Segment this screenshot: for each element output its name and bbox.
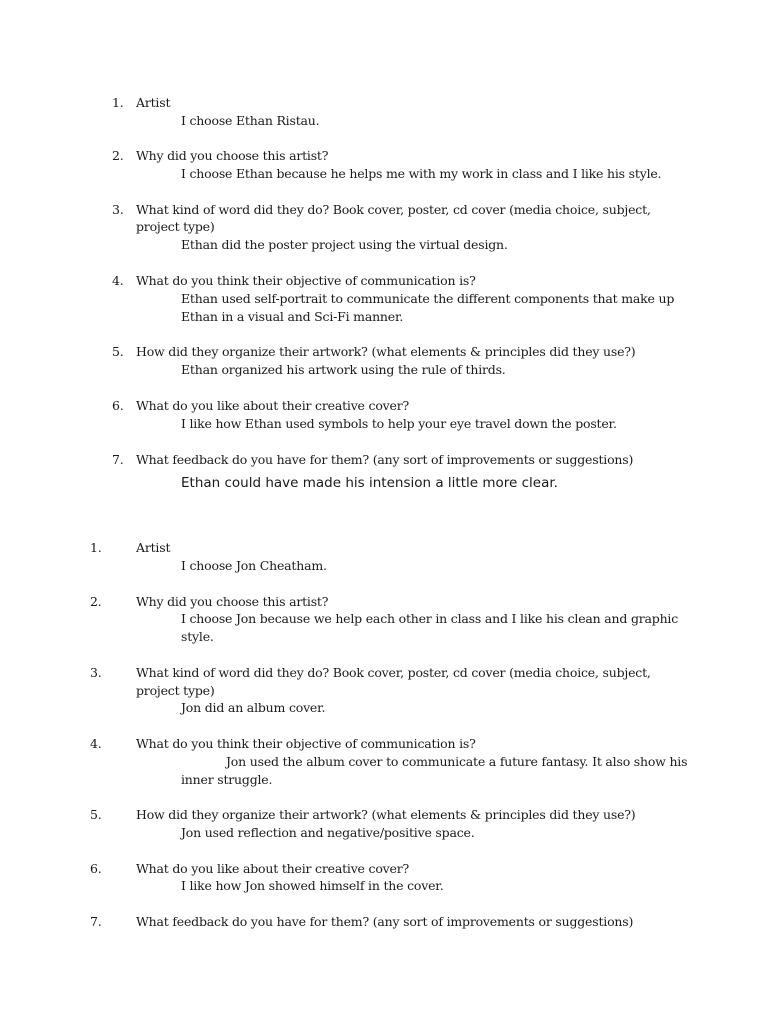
question-text: What do you think their objective of communication is? <box>136 736 476 751</box>
item-number: 4. <box>112 273 124 288</box>
answer-text: Jon used the album cover to communicate a future fantasy. It also show his <box>226 754 688 769</box>
answer-text-cont: style. <box>181 629 214 644</box>
answer-text: I choose Jon Cheatham. <box>181 558 327 573</box>
question-text-cont: project type) <box>136 683 215 698</box>
item-number: 3. <box>90 665 102 680</box>
answer-text-cont: inner struggle. <box>181 772 273 787</box>
question-text: How did they organize their artwork? (what elements & principles did they use?) <box>136 807 636 822</box>
answer-text-cont: Ethan in a visual and Sci-Fi manner. <box>181 309 404 324</box>
question-text: What do you like about their creative cover? <box>136 398 409 413</box>
answer-text: Jon did an album cover. <box>181 700 326 715</box>
answer-text: I like how Jon showed himself in the cover. <box>181 878 444 893</box>
question-text: What feedback do you have for them? (any sort of improvements or suggestions) <box>136 452 634 467</box>
question-text: What do you think their objective of communication is? <box>136 273 476 288</box>
answer-text: Ethan organized his artwork using the rule of thirds. <box>181 362 506 377</box>
item-number: 6. <box>112 398 124 413</box>
question-text: What do you like about their creative cover? <box>136 861 409 876</box>
question-text: Why did you choose this artist? <box>136 148 329 163</box>
item-number: 4. <box>90 736 102 751</box>
answer-text: Ethan could have made his intension a little more clear. <box>181 475 558 491</box>
item-number: 3. <box>112 202 124 217</box>
answer-text: I choose Ethan because he helps me with my work in class and I like his style. <box>181 166 662 181</box>
item-number: 7. <box>90 914 102 929</box>
answer-text: I like how Ethan used symbols to help your eye travel down the poster. <box>181 416 617 431</box>
item-number: 2. <box>90 594 102 609</box>
question-text-cont: project type) <box>136 219 215 234</box>
answer-text: Ethan did the poster project using the virtual design. <box>181 237 508 252</box>
item-number: 5. <box>112 344 124 359</box>
question-text: Artist <box>136 540 171 555</box>
item-number: 5. <box>90 807 102 822</box>
question-text: What feedback do you have for them? (any sort of improvements or suggestions) <box>136 914 634 929</box>
item-number: 7. <box>112 452 124 467</box>
answer-text: I choose Ethan Ristau. <box>181 113 320 128</box>
item-number: 1. <box>90 540 102 555</box>
question-text: Why did you choose this artist? <box>136 594 329 609</box>
answer-text: Ethan used self-portrait to communicate the different components that make up <box>181 291 675 306</box>
question-text: What kind of word did they do? Book cover, poster, cd cover (media choice, subject, <box>136 202 651 217</box>
item-number: 1. <box>112 95 124 110</box>
question-text: What kind of word did they do? Book cover, poster, cd cover (media choice, subject, <box>136 665 651 680</box>
item-number: 6. <box>90 861 102 876</box>
answer-text: I choose Jon because we help each other in class and I like his clean and graphic <box>181 611 679 626</box>
question-text: Artist <box>136 95 171 110</box>
answer-text: Jon used reflection and negative/positive space. <box>181 825 475 840</box>
item-number: 2. <box>112 148 124 163</box>
question-text: How did they organize their artwork? (what elements & principles did they use?) <box>136 344 636 359</box>
